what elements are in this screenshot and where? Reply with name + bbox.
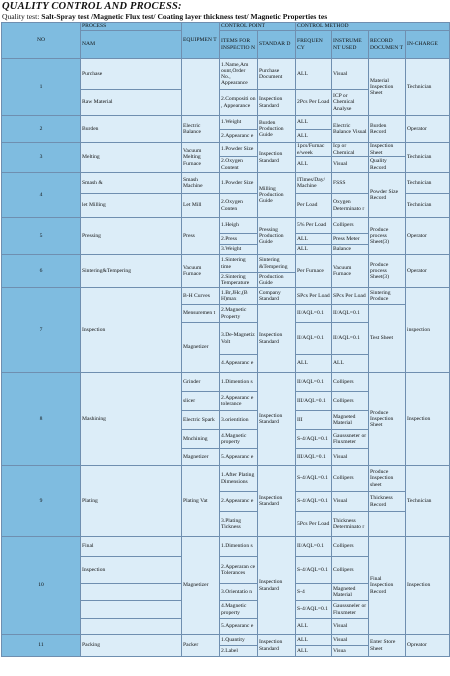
inspection-item: 2.Compositi on , Appearance [220,90,258,116]
equipment-cell: slicer [182,392,220,411]
process-name: Final [81,537,182,557]
standard-cell: Inspection Standard [258,373,296,466]
inspection-item: 2.Magnetic Property [220,305,258,323]
frequency-cell: ALL [296,234,332,245]
inspection-item: 1.Dimention s [220,373,258,392]
instrument-cell: SPcs Per Load [332,288,369,305]
inspection-item: 1.Quantity [220,635,258,646]
inspection-item: 3.Weight [220,245,258,255]
inspection-item: 1.Weight [220,116,258,130]
inspection-item: 4.Magnetic property [220,601,258,619]
equipment-cell: Electric Balance [182,116,220,143]
header-standard: STANDAR D [258,31,296,59]
frequency-cell: SPcs Per Load [296,288,332,305]
incharge-cell: Technician [406,466,450,537]
equipment-cell: Magnetizer [182,537,220,635]
frequency-cell: ALL [296,646,332,657]
instrument-cell: Collipers [332,557,369,584]
equipment-cell: Magnetizer [182,323,220,373]
row-number: 1 [2,59,81,116]
frequency-cell: S-4/AQL=0.1 [296,601,332,619]
record-cell: Produce process Sheet(3) [369,218,406,255]
header-equipment: EQUIPMEN T [182,23,220,59]
header-incharge: IN-CHARGE [406,31,450,59]
process-name [81,601,182,619]
frequency-cell: ALL [296,245,332,255]
record-cell: Burden Record [369,116,406,143]
frequency-cell: ALL [296,130,332,143]
frequency-cell: ALL [296,355,332,373]
inspection-item: 1.After Plating Dimensions [220,466,258,492]
row-number: 8 [2,373,81,466]
incharge-cell: Technician [406,173,450,194]
row-number: 11 [2,635,81,657]
inspection-item: 1.Sintering time [220,255,258,273]
inspection-item: 1.Powder Size [220,143,258,157]
inspection-item: 3.De-Magnetiz Volt [220,323,258,355]
frequency-cell: ALL [296,59,332,90]
instrument-cell: Visual [332,449,369,466]
instrument-cell: II/AQL=0.1 [332,323,369,355]
frequency-cell: II/AQL=0.1 [296,323,332,355]
frequency-cell: 5% Per Load [296,218,332,234]
instrument-cell: Icp or Chemical [332,143,369,157]
frequency-cell: S-4/AQL=0.1 [296,557,332,584]
equipment-cell: Press [182,218,220,255]
frequency-cell: ALL [296,635,332,646]
process-name: Inspection [81,288,182,373]
instrument-cell: Collipers [332,537,369,557]
instrument-cell: Visual [332,492,369,512]
header-no: NO [2,23,81,59]
process-name: let Milling [81,194,182,218]
frequency-cell: 2Pcs Per Load [296,90,332,116]
quality-test-lead: Quality test: [2,12,42,21]
instrument-cell: Gausssneler or Fluxmeter [332,601,369,619]
incharge-cell: Operator [406,116,450,143]
header-frequency: FREQUEN CY [296,31,332,59]
standard-cell: Inspection Standard [258,305,296,373]
instrument-cell: II/AQL=0.1 [332,305,369,323]
instrument-cell: ICP or Chemical Analyse [332,90,369,116]
frequency-cell: ALL [296,157,332,173]
instrument-cell: Press Meter [332,234,369,245]
frequency-cell: III/AQL=0.1 [296,449,332,466]
equipment-cell: Magnetizer [182,449,220,466]
instrument-cell: Visual [332,157,369,173]
header-instrument: INSTRUME NT USED [332,31,369,59]
equipment-cell: Electric Spark [182,411,220,430]
row-number: 5 [2,218,81,255]
standard-cell: Production Guide [258,273,296,288]
standard-cell: Milling Production Guide [258,173,296,218]
instrument-cell: FSSS [332,173,369,194]
row-number: 7 [2,288,81,373]
incharge-cell: Technician [406,59,450,116]
incharge-cell: Operator [406,255,450,288]
standard-cell: Company Standard [258,288,296,305]
equipment-cell: Smash Machine [182,173,220,194]
inspection-item: 2.Oxygen Content [220,157,258,173]
process-name: Plating [81,466,182,537]
process-name [81,619,182,635]
inspection-item: 2.Apperaran ce Tolerances [220,557,258,584]
process-name: Mashining [81,373,182,466]
equipment-cell: Plating Vat [182,466,220,537]
record-cell: Produce Inspection sheet [369,466,406,492]
inspection-item: 3.orientition [220,411,258,430]
record-cell: Powder Size Record [369,173,406,218]
header-record: RECORD DOCUMEN T [369,31,406,59]
instrument-cell: Vacuum Furnace [332,255,369,288]
standard-cell: Burden Production Guide [258,116,296,143]
frequency-cell: S-4/AQL=0.1 [296,466,332,492]
row-number: 3 [2,143,81,173]
inspection-item: 3.Plating Tickness [220,512,258,537]
instrument-cell: Electric Balance Visual [332,116,369,143]
inspection-item: 3.Orientatio n [220,584,258,601]
frequency-cell: III [296,411,332,430]
instrument-cell: Visual [332,635,369,646]
equipment-cell: Packer [182,635,220,657]
record-cell: Produce Inspection Sheet [369,373,406,466]
record-cell: Material Inspection Sheet [369,59,406,116]
inspection-item: 1.Dimention s [220,537,258,557]
instrument-cell: Visua [332,646,369,657]
standard-cell: Inspection Standard [258,90,296,116]
equipment-cell: B-H Curves [182,288,220,305]
record-cell: Thickness Record [369,492,406,512]
frequency-cell: II/AQL=0.1 [296,305,332,323]
record-cell: Final Inspection Record [369,537,406,635]
quality-test-list: Salt-Spray test /Magnetic Flux test/ Coating layer thickness test/ Magnetic Properties tes [41,12,328,21]
header-name: NAM [81,31,182,59]
incharge-cell: Inspection [406,537,450,635]
equipment-cell [182,59,220,116]
equipment-cell: Let Mill [182,194,220,218]
inspection-item: 2.Appearanc e [220,130,258,143]
frequency-cell: ALL [296,619,332,635]
equipment-cell: Vacuum Melting Furnace [182,143,220,173]
standard-cell: Purchase Document [258,59,296,90]
instrument-cell: Visual [332,59,369,90]
incharge-cell: inspection [406,288,450,373]
incharge-cell: Inspection [406,373,450,466]
instrument-cell: Collipers [332,218,369,234]
standard-cell: Pressing Production Guide [258,218,296,255]
inspection-item: 2.Sintering Temperature [220,273,258,288]
frequency-cell: 1pcs/Furnac e/week [296,143,332,157]
record-cell: Test Sheet [369,305,406,373]
record-cell: Quality Record [369,157,406,173]
instrument-cell: Gausssneter or Fluxmeter [332,430,369,449]
row-number: 10 [2,537,81,635]
inspection-item: 2.Label [220,646,258,657]
frequency-cell: III/AQL=0.1 [296,392,332,411]
frequency-cell: Per Furnace [296,255,332,288]
instrument-cell: Oxygen Determinato r [332,194,369,218]
header-items: ITEMS FOR INSPECTIO N [220,31,258,59]
equipment-cell: Mensuremen t [182,305,220,323]
inspection-item: 2.Appearanc e [220,492,258,512]
process-name: Sintering&Tempering [81,255,182,288]
frequency-cell: S-4/AQL=0.1 [296,492,332,512]
incharge-cell: Technician [406,143,450,173]
standard-cell: Sintering &Tempering [258,255,296,273]
record-cell: Produce process Sheet(3) [369,255,406,288]
incharge-cell: Opreator [406,635,450,657]
frequency-cell: 5Pcs Per Load [296,512,332,537]
record-cell: Inspection Sheet [369,143,406,157]
instrument-cell: Collipers [332,373,369,392]
header-process: PROCESS [81,23,182,31]
frequency-cell: S-4/AQL=0.1 [296,430,332,449]
page-title: QUALITY CONTROL AND PROCESS: [2,1,182,12]
standard-cell: Inspection Standard [258,466,296,537]
header-control-method: CONTROL METHOD [296,23,450,31]
inspection-item: 2.Oxygen Conten [220,194,258,218]
quality-control-table [1,22,450,657]
row-number: 6 [2,255,81,288]
inspection-item: 1.Br,JHc,(B H)max [220,288,258,305]
inspection-item: 1.Powder Size [220,173,258,194]
process-name: Smash & [81,173,182,194]
frequency-cell: II/AQL=0.1 [296,373,332,392]
frequency-cell: ALL [296,116,332,130]
incharge-cell: Operator [406,218,450,255]
standard-cell: Inspection Standard [258,537,296,635]
instrument-cell: Magneted Material [332,584,369,601]
process-name: Raw Material [81,90,182,116]
equipment-cell: Grinder [182,373,220,392]
quality-test-line [2,12,327,21]
process-name: Inspection [81,557,182,584]
record-cell: Sintering Produce [369,288,406,305]
equipment-cell: Mnchining [182,430,220,449]
process-name: Melting [81,143,182,173]
standard-cell: Inspection Standard [258,635,296,657]
instrument-cell: Collipers [332,392,369,411]
instrument-cell: Magneted Material [332,411,369,430]
incharge-cell: Technician [406,194,450,218]
row-number: 4 [2,173,81,218]
equipment-cell: Vacuum Furnace [182,255,220,288]
inspection-item: 2.Appearanc e tolerance [220,392,258,411]
frequency-cell: ITimes/Day/ Machine [296,173,332,194]
instrument-cell: Collipers [332,466,369,492]
inspection-item: 1.Name,Am ount,Order No., Appearance [220,59,258,90]
inspection-item: 5.Appearanc e [220,449,258,466]
inspection-item: 2.Press [220,234,258,245]
instrument-cell: Visual [332,619,369,635]
instrument-cell: ALL [332,355,369,373]
record-cell [369,512,406,537]
standard-cell: Inspection Standard [258,143,296,173]
record-cell: Enter Store Sheet [369,635,406,657]
frequency-cell: II/AQL=0.1 [296,537,332,557]
process-name: Packing [81,635,182,657]
header-control-point: CONTROL POINT [220,23,296,31]
process-name [81,584,182,601]
frequency-cell: Per Load [296,194,332,218]
process-name: Pressing [81,218,182,255]
inspection-item: 5.Appearanc e [220,619,258,635]
instrument-cell: Thickness Determinato r [332,512,369,537]
inspection-item: 4.Appearanc e [220,355,258,373]
instrument-cell: Balance [332,245,369,255]
inspection-item: 4.Magnetic property [220,430,258,449]
row-number: 9 [2,466,81,537]
process-name: Purchase [81,59,182,90]
process-name: Burden [81,116,182,143]
frequency-cell: S-4 [296,584,332,601]
inspection-item: 1.Heigh [220,218,258,234]
row-number: 2 [2,116,81,143]
